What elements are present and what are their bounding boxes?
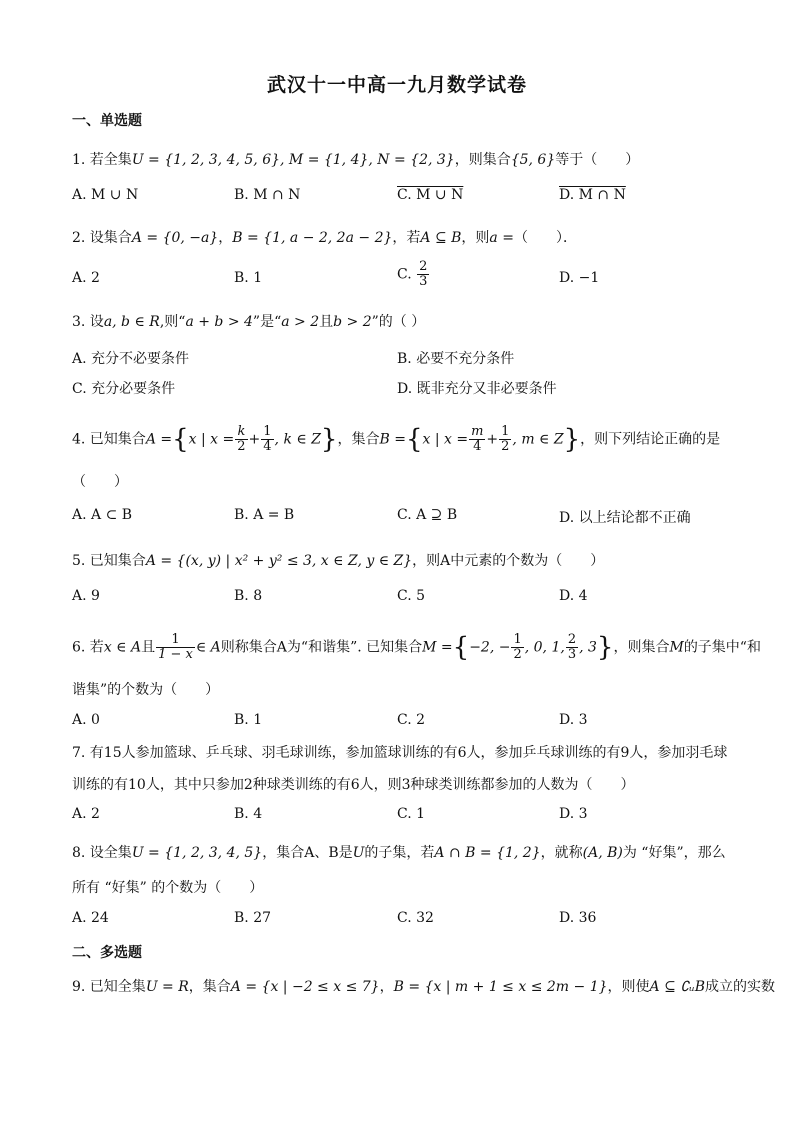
question-8-options — [72, 910, 732, 930]
option-c[interactable]: C. A ⊇ B — [397, 507, 458, 523]
option-a[interactable]: A. 充分不必要条件 — [72, 351, 190, 367]
option-b[interactable]: B. A = B — [234, 507, 295, 523]
question-8: 8. 设全集U = {1, 2, 3, 4, 5}，集合A、B是U的子集，若A ∩ B = {1, 2}，就称(A, B)为 “好集”，那么 — [72, 845, 726, 861]
question-7-options — [72, 806, 732, 826]
question-2: 2. 设集合A = {0, −a}，B = {1, a − 2, 2a − 2}，若A ⊆ B，则a =（ ）． — [72, 230, 577, 246]
option-d[interactable]: D. 既非充分又非必要条件 — [397, 381, 557, 397]
question-1-options — [72, 187, 732, 207]
option-a[interactable]: A. 24 — [72, 910, 109, 926]
section-single-choice: 一、单选题 — [72, 113, 142, 129]
option-c[interactable]: C. M ∪ N — [397, 187, 464, 203]
page-title: 武汉十一中高一九月数学试卷 — [266, 74, 527, 96]
question-5: 5. 已知集合A = {(x, y) | x² + y² ≤ 3, x ∈ Z, y ∈ Z}，则A中元素的个数为（ ） — [72, 553, 605, 569]
option-c[interactable]: C. 32 — [397, 910, 434, 926]
option-c[interactable]: C. $\frac{2}{3}$ — [397, 259, 428, 289]
option-d[interactable]: D. 以上结论都不正确 — [559, 510, 691, 526]
option-a[interactable]: A. M ∪ N — [72, 187, 139, 203]
option-c[interactable]: C. 充分必要条件 — [72, 381, 176, 397]
option-b[interactable]: B. 4 — [234, 806, 263, 822]
option-b[interactable]: B. 8 — [234, 588, 263, 604]
question-2-options — [72, 259, 732, 290]
option-b[interactable]: B. 必要不充分条件 — [397, 351, 515, 367]
option-a[interactable]: A. 9 — [72, 588, 100, 604]
option-d[interactable]: D. 3 — [559, 806, 588, 822]
option-a[interactable]: A. A ⊂ B — [72, 507, 133, 523]
option-b[interactable]: B. 27 — [234, 910, 272, 926]
option-b[interactable]: B. 1 — [234, 270, 263, 286]
question-7-line1: 7. 有15人参加篮球、乒乓球、羽毛球训练，参加篮球训练的有6人，参加乒乓球训练的有9人，参加羽毛球 — [72, 745, 728, 761]
option-c[interactable]: C. 5 — [397, 588, 426, 604]
question-6-options — [72, 712, 732, 732]
option-b[interactable]: B. 1 — [234, 712, 263, 728]
question-3-options-row1 — [72, 348, 732, 368]
question-6-line2: 谐集”的个数为（ ） — [72, 682, 220, 698]
question-7-line2: 训练的有10人，其中只参加2种球类训练的有6人，则3种球类训练都参加的人数为（ ） — [72, 777, 635, 793]
question-5-options — [72, 588, 732, 608]
option-d[interactable]: D. 36 — [559, 910, 597, 926]
option-c[interactable]: C. 2 — [397, 712, 426, 728]
option-d[interactable]: D. −1 — [559, 270, 600, 286]
question-9: 9. 已知全集U = R，集合A = {x | −2 ≤ x ≤ 7}，B = {x | m + 1 ≤ x ≤ 2m − 1}，则使A ⊆ ∁ᵤB成立的实数 — [72, 979, 776, 995]
option-b[interactable]: B. M ∩ N — [234, 187, 301, 203]
section-multi-choice: 二、多选题 — [72, 945, 142, 961]
option-d[interactable]: D. 3 — [559, 712, 588, 728]
question-4: 4. 已知集合A ={x | x = $\frac{k}{2}$ + $\frac{1}{4}$ , k ∈ Z}，集合B ={x | x = $\frac{m}{4}$ + $\frac{1}{2}$ , m ∈ Z}，则下列结论正确的是 — [72, 424, 721, 455]
option-a[interactable]: A. 2 — [72, 270, 100, 286]
question-8-line2: 所有 “好集” 的个数为（ ） — [72, 880, 264, 896]
fraction: $\frac{2}{3}$ — [419, 259, 428, 289]
question-3-options-row2 — [72, 378, 732, 398]
option-a[interactable]: A. 2 — [72, 806, 100, 822]
question-3: 3. 设a, b ∈ R,则“a + b > 4”是“a > 2且b > 2”的（ ） — [72, 314, 426, 330]
question-1: 1. 若全集U = {1, 2, 3, 4, 5, 6}, M = {1, 4}, N = {2, 3}，则集合{5, 6}等于（ ） — [72, 152, 640, 168]
option-c[interactable]: C. 1 — [397, 806, 426, 822]
option-a[interactable]: A. 0 — [72, 712, 100, 728]
option-d[interactable]: D. M ∩ N — [559, 187, 626, 203]
question-4-paren: （ ） — [72, 474, 128, 490]
option-d[interactable]: D. 4 — [559, 588, 588, 604]
question-4-options — [72, 507, 732, 527]
question-6: 6. 若x ∈ A且 $\frac{1}{1 - x}$ ∈ A则称集合A为“和谐集”. 已知集合M ={−2, − $\frac{1}{2}$ , 0, 1, $\frac{2}{3}$ , 3}，则集合M的子集中“和 — [72, 632, 761, 663]
